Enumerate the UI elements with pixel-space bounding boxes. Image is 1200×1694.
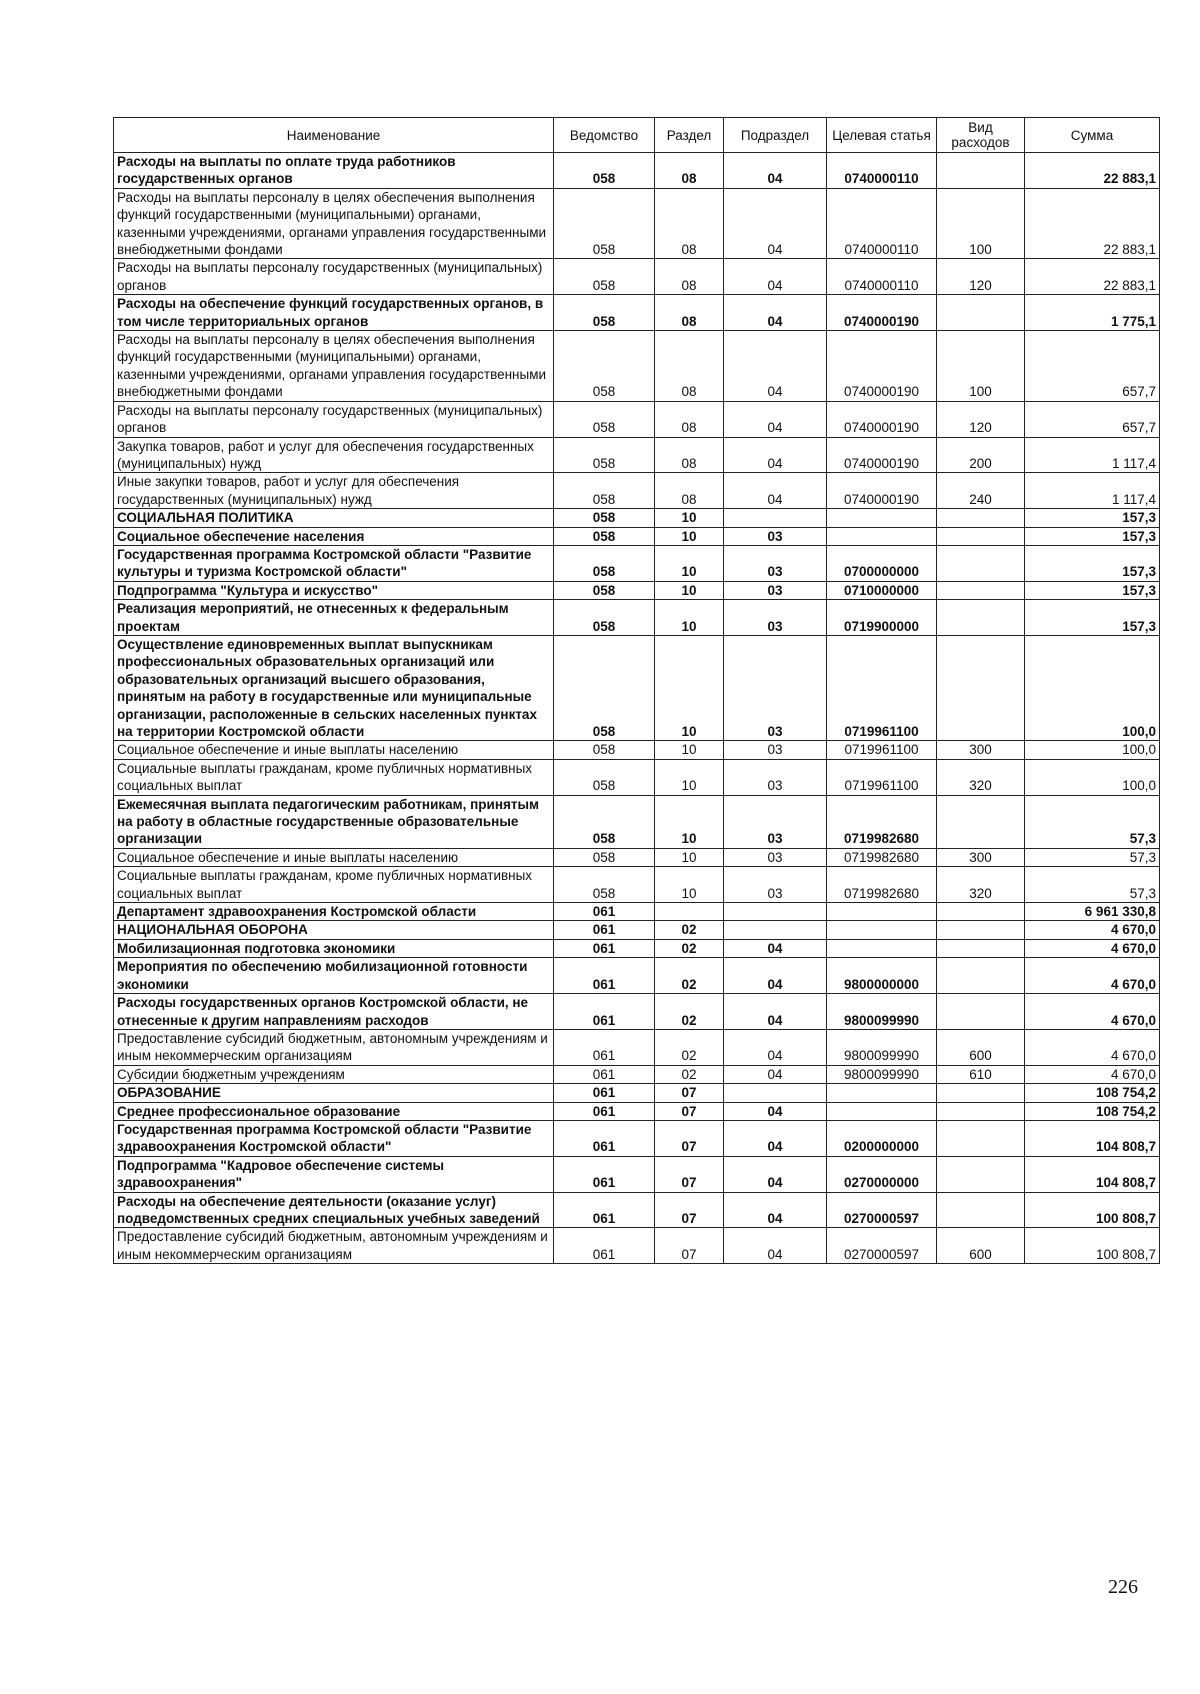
cell-sum: 657,7 — [1025, 401, 1160, 437]
cell-sum: 157,3 — [1025, 600, 1160, 636]
cell-sum: 108 754,2 — [1025, 1084, 1160, 1102]
cell-razdel: 07 — [655, 1192, 724, 1228]
cell-vid: 200 — [937, 437, 1025, 473]
col-header-sum: Сумма — [1025, 118, 1160, 153]
cell-razdel: 07 — [655, 1084, 724, 1102]
cell-podrazdel: 03 — [724, 867, 827, 903]
table-row — [114, 437, 1160, 473]
cell-podrazdel: 04 — [724, 939, 827, 957]
cell-sum: 57,3 — [1025, 867, 1160, 903]
cell-name: Предоставление субсидий бюджетным, автономным учреждениям и иным некоммерческим организациям — [114, 1029, 554, 1065]
cell-podrazdel: 04 — [724, 1156, 827, 1192]
table-row — [114, 527, 1160, 545]
cell-vid — [937, 1084, 1025, 1102]
cell-target: 0740000110 — [827, 259, 937, 295]
cell-podrazdel: 03 — [724, 741, 827, 759]
cell-name: Социальное обеспечение и иные выплаты населению — [114, 848, 554, 866]
table-row — [114, 741, 1160, 759]
cell-name: Мобилизационная подготовка экономики — [114, 939, 554, 957]
cell-target — [827, 903, 937, 921]
cell-vid — [937, 795, 1025, 848]
cell-sum: 157,3 — [1025, 545, 1160, 581]
cell-name: Социальные выплаты гражданам, кроме публичных нормативных социальных выплат — [114, 867, 554, 903]
cell-target: 0740000190 — [827, 401, 937, 437]
cell-target: 0719982680 — [827, 848, 937, 866]
col-header-name: Наименование — [114, 118, 554, 153]
cell-podrazdel: 03 — [724, 527, 827, 545]
table-row — [114, 295, 1160, 331]
cell-ved: 058 — [554, 437, 655, 473]
cell-sum: 104 808,7 — [1025, 1120, 1160, 1156]
cell-vid — [937, 635, 1025, 740]
cell-razdel: 07 — [655, 1120, 724, 1156]
cell-sum: 57,3 — [1025, 848, 1160, 866]
cell-name: Государственная программа Костромской области "Развитие культуры и туризма Костромской области" — [114, 545, 554, 581]
cell-razdel: 10 — [655, 848, 724, 866]
table-row — [114, 1228, 1160, 1264]
cell-target: 0719961100 — [827, 635, 937, 740]
cell-sum: 100,0 — [1025, 741, 1160, 759]
table-row — [114, 903, 1160, 921]
cell-ved: 061 — [554, 1102, 655, 1120]
cell-razdel: 08 — [655, 473, 724, 509]
cell-podrazdel: 04 — [724, 437, 827, 473]
cell-target: 0719900000 — [827, 600, 937, 636]
cell-razdel: 07 — [655, 1102, 724, 1120]
cell-name: Среднее профессиональное образование — [114, 1102, 554, 1120]
cell-ved: 058 — [554, 509, 655, 527]
table-row — [114, 1102, 1160, 1120]
cell-name: Социальные выплаты гражданам, кроме публичных нормативных социальных выплат — [114, 759, 554, 795]
cell-sum: 100,0 — [1025, 759, 1160, 795]
cell-podrazdel: 03 — [724, 581, 827, 599]
cell-razdel: 08 — [655, 259, 724, 295]
cell-razdel: 07 — [655, 1228, 724, 1264]
cell-target — [827, 939, 937, 957]
cell-podrazdel — [724, 1084, 827, 1102]
col-header-ved: Ведомство — [554, 118, 655, 153]
cell-vid: 320 — [937, 759, 1025, 795]
cell-ved: 061 — [554, 1156, 655, 1192]
cell-razdel: 10 — [655, 741, 724, 759]
cell-name: Расходы государственных органов Костромской области, не отнесенные к другим направлениям расходов — [114, 994, 554, 1030]
cell-name: Подпрограмма "Кадровое обеспечение системы здравоохранения" — [114, 1156, 554, 1192]
cell-razdel: 08 — [655, 188, 724, 259]
cell-podrazdel: 04 — [724, 153, 827, 189]
table-row — [114, 635, 1160, 740]
cell-vid — [937, 1102, 1025, 1120]
cell-name: Социальное обеспечение и иные выплаты населению — [114, 741, 554, 759]
table-row — [114, 994, 1160, 1030]
cell-target: 9800099990 — [827, 994, 937, 1030]
cell-vid — [937, 1156, 1025, 1192]
cell-sum: 157,3 — [1025, 527, 1160, 545]
table-row — [114, 1065, 1160, 1083]
cell-sum: 4 670,0 — [1025, 1065, 1160, 1083]
cell-podrazdel: 04 — [724, 1102, 827, 1120]
cell-razdel: 02 — [655, 1065, 724, 1083]
cell-ved: 061 — [554, 1192, 655, 1228]
cell-vid — [937, 994, 1025, 1030]
cell-target: 0710000000 — [827, 581, 937, 599]
cell-razdel: 10 — [655, 795, 724, 848]
cell-ved: 058 — [554, 795, 655, 848]
cell-target: 0200000000 — [827, 1120, 937, 1156]
cell-name: Расходы на выплаты по оплате труда работников государственных органов — [114, 153, 554, 189]
cell-target: 0740000110 — [827, 153, 937, 189]
cell-vid — [937, 153, 1025, 189]
cell-name: НАЦИОНАЛЬНАЯ ОБОРОНА — [114, 921, 554, 939]
col-header-vid: Вид расходов — [937, 118, 1025, 153]
cell-razdel — [655, 903, 724, 921]
cell-target: 0740000190 — [827, 437, 937, 473]
cell-target: 0719961100 — [827, 741, 937, 759]
cell-ved: 061 — [554, 1065, 655, 1083]
cell-vid: 120 — [937, 259, 1025, 295]
cell-name: Расходы на выплаты персоналу в целях обеспечения выполнения функций государственными (муниципальными) органами, казенными учреждениями, органами управления государственными внебюджетными фондами — [114, 188, 554, 259]
cell-vid — [937, 509, 1025, 527]
cell-name: Расходы на выплаты персоналу государственных (муниципальных) органов — [114, 259, 554, 295]
cell-sum: 4 670,0 — [1025, 1029, 1160, 1065]
table-row — [114, 848, 1160, 866]
cell-vid: 610 — [937, 1065, 1025, 1083]
cell-ved: 058 — [554, 473, 655, 509]
cell-sum: 104 808,7 — [1025, 1156, 1160, 1192]
table-row — [114, 759, 1160, 795]
table-header-row — [114, 118, 1160, 153]
cell-ved: 061 — [554, 921, 655, 939]
cell-ved: 061 — [554, 958, 655, 994]
cell-razdel: 08 — [655, 331, 724, 402]
cell-razdel: 07 — [655, 1156, 724, 1192]
cell-sum: 6 961 330,8 — [1025, 903, 1160, 921]
cell-ved: 058 — [554, 635, 655, 740]
cell-razdel: 08 — [655, 401, 724, 437]
cell-target: 9800099990 — [827, 1065, 937, 1083]
table-row — [114, 921, 1160, 939]
cell-vid — [937, 903, 1025, 921]
cell-vid: 120 — [937, 401, 1025, 437]
table-row — [114, 473, 1160, 509]
cell-podrazdel: 04 — [724, 259, 827, 295]
cell-name: Реализация мероприятий, не отнесенных к федеральным проектам — [114, 600, 554, 636]
cell-name: Департамент здравоохранения Костромской области — [114, 903, 554, 921]
cell-sum: 4 670,0 — [1025, 958, 1160, 994]
budget-table — [113, 117, 1160, 1264]
cell-name: Государственная программа Костромской области "Развитие здравоохранения Костромской области" — [114, 1120, 554, 1156]
cell-vid — [937, 545, 1025, 581]
table-row — [114, 509, 1160, 527]
cell-sum: 1 117,4 — [1025, 473, 1160, 509]
cell-sum: 1 117,4 — [1025, 437, 1160, 473]
col-header-target: Целевая статья — [827, 118, 937, 153]
cell-podrazdel: 04 — [724, 958, 827, 994]
cell-ved: 061 — [554, 1029, 655, 1065]
cell-razdel: 08 — [655, 295, 724, 331]
cell-target: 0700000000 — [827, 545, 937, 581]
cell-razdel: 10 — [655, 545, 724, 581]
cell-vid: 300 — [937, 848, 1025, 866]
cell-sum: 100 808,7 — [1025, 1228, 1160, 1264]
cell-razdel: 10 — [655, 635, 724, 740]
cell-ved: 061 — [554, 1228, 655, 1264]
cell-ved: 061 — [554, 1084, 655, 1102]
cell-vid: 320 — [937, 867, 1025, 903]
cell-name: Предоставление субсидий бюджетным, автономным учреждениям и иным некоммерческим организациям — [114, 1228, 554, 1264]
cell-vid: 100 — [937, 331, 1025, 402]
cell-target — [827, 921, 937, 939]
cell-vid: 600 — [937, 1029, 1025, 1065]
cell-target: 0740000190 — [827, 473, 937, 509]
cell-target: 0740000110 — [827, 188, 937, 259]
cell-razdel: 08 — [655, 153, 724, 189]
table-row — [114, 600, 1160, 636]
cell-podrazdel: 04 — [724, 295, 827, 331]
cell-target — [827, 1102, 937, 1120]
cell-ved: 061 — [554, 903, 655, 921]
cell-vid: 600 — [937, 1228, 1025, 1264]
table-row — [114, 1084, 1160, 1102]
cell-sum: 22 883,1 — [1025, 259, 1160, 295]
cell-podrazdel: 04 — [724, 994, 827, 1030]
cell-ved: 058 — [554, 527, 655, 545]
cell-target: 0719982680 — [827, 795, 937, 848]
cell-name: Мероприятия по обеспечению мобилизационной готовности экономики — [114, 958, 554, 994]
cell-name: Социальное обеспечение населения — [114, 527, 554, 545]
cell-vid — [937, 958, 1025, 994]
cell-podrazdel: 03 — [724, 600, 827, 636]
cell-razdel: 02 — [655, 921, 724, 939]
cell-vid — [937, 581, 1025, 599]
col-header-razdel: Раздел — [655, 118, 724, 153]
cell-ved: 058 — [554, 741, 655, 759]
cell-name: СОЦИАЛЬНАЯ ПОЛИТИКА — [114, 509, 554, 527]
cell-podrazdel: 03 — [724, 848, 827, 866]
cell-target — [827, 1084, 937, 1102]
cell-target: 0740000190 — [827, 295, 937, 331]
cell-razdel: 10 — [655, 600, 724, 636]
cell-razdel: 02 — [655, 939, 724, 957]
cell-sum: 100,0 — [1025, 635, 1160, 740]
cell-sum: 100 808,7 — [1025, 1192, 1160, 1228]
cell-ved: 061 — [554, 1120, 655, 1156]
cell-target: 0719961100 — [827, 759, 937, 795]
cell-vid — [937, 921, 1025, 939]
cell-podrazdel: 04 — [724, 331, 827, 402]
cell-vid: 300 — [937, 741, 1025, 759]
cell-target: 0270000597 — [827, 1192, 937, 1228]
cell-name: Расходы на выплаты персоналу в целях обеспечения выполнения функций государственными (муниципальными) органами, казенными учреждениями, органами управления государственными внебюджетными фондами — [114, 331, 554, 402]
cell-razdel: 02 — [655, 958, 724, 994]
cell-podrazdel: 03 — [724, 545, 827, 581]
cell-vid: 240 — [937, 473, 1025, 509]
cell-podrazdel: 04 — [724, 1192, 827, 1228]
cell-sum: 22 883,1 — [1025, 153, 1160, 189]
col-header-podrazdel: Подраздел — [724, 118, 827, 153]
cell-target — [827, 509, 937, 527]
cell-vid — [937, 1192, 1025, 1228]
cell-target: 0740000190 — [827, 331, 937, 402]
cell-ved: 058 — [554, 759, 655, 795]
cell-ved: 058 — [554, 331, 655, 402]
cell-razdel: 10 — [655, 581, 724, 599]
cell-podrazdel: 03 — [724, 635, 827, 740]
cell-podrazdel: 03 — [724, 795, 827, 848]
cell-sum: 157,3 — [1025, 581, 1160, 599]
cell-razdel: 10 — [655, 527, 724, 545]
table-row — [114, 1120, 1160, 1156]
table-row — [114, 581, 1160, 599]
table-row — [114, 795, 1160, 848]
cell-sum: 57,3 — [1025, 795, 1160, 848]
cell-target: 9800099990 — [827, 1029, 937, 1065]
cell-podrazdel — [724, 921, 827, 939]
cell-ved: 058 — [554, 600, 655, 636]
cell-vid: 100 — [937, 188, 1025, 259]
table-row — [114, 1192, 1160, 1228]
table-row — [114, 401, 1160, 437]
table-row — [114, 958, 1160, 994]
cell-vid — [937, 600, 1025, 636]
cell-podrazdel: 04 — [724, 473, 827, 509]
cell-name: Расходы на обеспечение функций государственных органов, в том числе территориальных органов — [114, 295, 554, 331]
cell-name: Иные закупки товаров, работ и услуг для обеспечения государственных (муниципальных) нужд — [114, 473, 554, 509]
cell-target — [827, 527, 937, 545]
cell-razdel: 10 — [655, 759, 724, 795]
cell-name: ОБРАЗОВАНИЕ — [114, 1084, 554, 1102]
table-row — [114, 545, 1160, 581]
table-row — [114, 153, 1160, 189]
cell-name: Закупка товаров, работ и услуг для обеспечения государственных (муниципальных) нужд — [114, 437, 554, 473]
cell-vid — [937, 1120, 1025, 1156]
table-row — [114, 259, 1160, 295]
cell-vid — [937, 295, 1025, 331]
cell-razdel: 10 — [655, 867, 724, 903]
cell-sum: 108 754,2 — [1025, 1102, 1160, 1120]
cell-sum: 657,7 — [1025, 331, 1160, 402]
cell-vid — [937, 939, 1025, 957]
cell-ved: 058 — [554, 581, 655, 599]
cell-ved: 061 — [554, 939, 655, 957]
cell-ved: 058 — [554, 867, 655, 903]
cell-name: Субсидии бюджетным учреждениям — [114, 1065, 554, 1083]
cell-podrazdel: 04 — [724, 1029, 827, 1065]
cell-target: 0719982680 — [827, 867, 937, 903]
table-row — [114, 867, 1160, 903]
cell-podrazdel: 04 — [724, 188, 827, 259]
cell-ved: 058 — [554, 401, 655, 437]
cell-sum: 4 670,0 — [1025, 921, 1160, 939]
cell-podrazdel — [724, 903, 827, 921]
table-row — [114, 188, 1160, 259]
table-row — [114, 331, 1160, 402]
cell-sum: 1 775,1 — [1025, 295, 1160, 331]
cell-podrazdel: 04 — [724, 1120, 827, 1156]
cell-name: Ежемесячная выплата педагогическим работникам, принятым на работу в областные государственные образовательные организации — [114, 795, 554, 848]
cell-podrazdel: 04 — [724, 1228, 827, 1264]
cell-ved: 058 — [554, 848, 655, 866]
cell-razdel: 08 — [655, 437, 724, 473]
cell-ved: 058 — [554, 545, 655, 581]
cell-podrazdel: 04 — [724, 401, 827, 437]
cell-sum: 22 883,1 — [1025, 188, 1160, 259]
cell-podrazdel: 03 — [724, 759, 827, 795]
cell-ved: 061 — [554, 994, 655, 1030]
cell-razdel: 02 — [655, 994, 724, 1030]
page-number: 226 — [1108, 1576, 1138, 1598]
cell-target: 0270000597 — [827, 1228, 937, 1264]
cell-target: 0270000000 — [827, 1156, 937, 1192]
cell-ved: 058 — [554, 153, 655, 189]
cell-name: Осуществление единовременных выплат выпускникам профессиональных образовательных организаций или образовательных организаций высшего образования, принятым на работу в государственные или муниципальные организации, расположенные в сельских населенных пунктах на территории Костромской области — [114, 635, 554, 740]
cell-podrazdel — [724, 509, 827, 527]
cell-razdel: 02 — [655, 1029, 724, 1065]
cell-sum: 4 670,0 — [1025, 939, 1160, 957]
cell-podrazdel: 04 — [724, 1065, 827, 1083]
cell-name: Подпрограмма "Культура и искусство" — [114, 581, 554, 599]
cell-razdel: 10 — [655, 509, 724, 527]
cell-vid — [937, 527, 1025, 545]
table-row — [114, 939, 1160, 957]
table-row — [114, 1029, 1160, 1065]
cell-ved: 058 — [554, 295, 655, 331]
cell-name: Расходы на выплаты персоналу государственных (муниципальных) органов — [114, 401, 554, 437]
cell-name: Расходы на обеспечение деятельности (оказание услуг) подведомственных средних специальных учебных заведений — [114, 1192, 554, 1228]
cell-ved: 058 — [554, 188, 655, 259]
cell-ved: 058 — [554, 259, 655, 295]
cell-target: 9800000000 — [827, 958, 937, 994]
table-row — [114, 1156, 1160, 1192]
cell-sum: 4 670,0 — [1025, 994, 1160, 1030]
cell-sum: 157,3 — [1025, 509, 1160, 527]
